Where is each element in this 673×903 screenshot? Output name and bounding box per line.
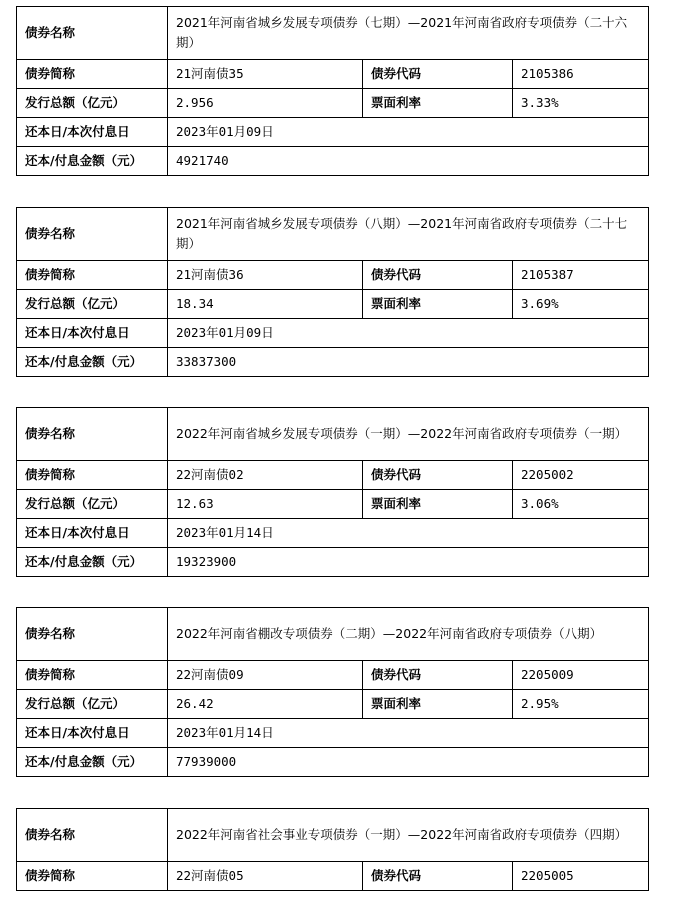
bond-payment-row [17, 748, 649, 777]
bond-short-value: 21河南债35 [168, 60, 363, 89]
bond-amount-row [17, 89, 649, 118]
bond-date-row [17, 319, 649, 348]
bond-payment-value: 4921740 [168, 147, 649, 176]
bond-name-row [17, 408, 649, 461]
bond-payment-value: 77939000 [168, 748, 649, 777]
bond-amount-row [17, 490, 649, 519]
bond-date-row [17, 719, 649, 748]
bond-code-value: 2205002 [513, 461, 649, 490]
bond-short-value: 21河南债36 [168, 261, 363, 290]
bond-name-value: 2021年河南省城乡发展专项债券（八期）—2021年河南省政府专项债券（二十七期） [168, 208, 649, 261]
bond-payment-value: 19323900 [168, 548, 649, 577]
bond-table-1 [16, 6, 649, 176]
bond-rate-value: 3.69% [513, 290, 649, 319]
bond-short-label: 债券简称 [17, 661, 168, 690]
bond-rate-label: 票面利率 [363, 89, 513, 118]
bond-short-label: 债券简称 [17, 461, 168, 490]
bond-table-2 [16, 207, 649, 377]
bond-date-value: 2023年01月14日 [168, 719, 649, 748]
bond-name-row [17, 809, 649, 862]
bond-name-label: 债券名称 [17, 809, 168, 862]
bond-table-5 [16, 808, 649, 891]
bond-amount-value: 26.42 [168, 690, 363, 719]
bond-short-row [17, 60, 649, 89]
bond-short-label: 债券简称 [17, 261, 168, 290]
bond-payment-row [17, 548, 649, 577]
bond-amount-label: 发行总额（亿元） [17, 690, 168, 719]
bond-name-label: 债券名称 [17, 7, 168, 60]
bond-payment-label: 还本/付息金额（元） [17, 548, 168, 577]
bond-code-value: 2205009 [513, 661, 649, 690]
bond-amount-label: 发行总额（亿元） [17, 490, 168, 519]
bond-short-label: 债券简称 [17, 862, 168, 891]
bond-amount-label: 发行总额（亿元） [17, 290, 168, 319]
bond-name-value: 2022年河南省社会事业专项债券（一期）—2022年河南省政府专项债券（四期） [168, 809, 649, 862]
bond-amount-value: 12.63 [168, 490, 363, 519]
bond-date-label: 还本日/本次付息日 [17, 118, 168, 147]
bond-name-value: 2022年河南省棚改专项债券（二期）—2022年河南省政府专项债券（八期） [168, 608, 649, 661]
bond-amount-value: 2.956 [168, 89, 363, 118]
bond-rate-value: 3.33% [513, 89, 649, 118]
bond-amount-label: 发行总额（亿元） [17, 89, 168, 118]
bond-short-value: 22河南债02 [168, 461, 363, 490]
bond-code-label: 债券代码 [363, 661, 513, 690]
bond-payment-row [17, 147, 649, 176]
bond-name-value: 2022年河南省城乡发展专项债券（一期）—2022年河南省政府专项债券（一期） [168, 408, 649, 461]
bond-payment-value: 33837300 [168, 348, 649, 377]
bond-code-value: 2105386 [513, 60, 649, 89]
bond-payment-row [17, 348, 649, 377]
bond-short-value: 22河南债05 [168, 862, 363, 891]
bond-date-value: 2023年01月09日 [168, 118, 649, 147]
bond-name-row [17, 7, 649, 60]
bond-rate-value: 2.95% [513, 690, 649, 719]
bond-short-row [17, 862, 649, 891]
bond-name-label: 债券名称 [17, 208, 168, 261]
bond-rate-value: 3.06% [513, 490, 649, 519]
bond-date-row [17, 519, 649, 548]
bond-short-value: 22河南债09 [168, 661, 363, 690]
bond-payment-label: 还本/付息金额（元） [17, 748, 168, 777]
bond-date-value: 2023年01月09日 [168, 319, 649, 348]
bond-table-4 [16, 607, 649, 777]
bond-date-label: 还本日/本次付息日 [17, 519, 168, 548]
bond-name-label: 债券名称 [17, 608, 168, 661]
bond-date-label: 还本日/本次付息日 [17, 319, 168, 348]
bond-table-3 [16, 407, 649, 577]
bond-name-row [17, 608, 649, 661]
bond-rate-label: 票面利率 [363, 290, 513, 319]
bond-code-label: 债券代码 [363, 60, 513, 89]
bond-short-label: 债券简称 [17, 60, 168, 89]
bond-short-row [17, 461, 649, 490]
bond-amount-row [17, 690, 649, 719]
bond-rate-label: 票面利率 [363, 490, 513, 519]
bond-short-row [17, 661, 649, 690]
bond-name-value: 2021年河南省城乡发展专项债券（七期）—2021年河南省政府专项债券（二十六期） [168, 7, 649, 60]
bond-code-value: 2105387 [513, 261, 649, 290]
bond-code-label: 债券代码 [363, 461, 513, 490]
bond-code-label: 债券代码 [363, 862, 513, 891]
bond-amount-value: 18.34 [168, 290, 363, 319]
bond-payment-label: 还本/付息金额（元） [17, 147, 168, 176]
bond-rate-label: 票面利率 [363, 690, 513, 719]
bond-payment-label: 还本/付息金额（元） [17, 348, 168, 377]
bond-date-row [17, 118, 649, 147]
bond-date-label: 还本日/本次付息日 [17, 719, 168, 748]
bond-name-label: 债券名称 [17, 408, 168, 461]
bond-short-row [17, 261, 649, 290]
bond-amount-row [17, 290, 649, 319]
bond-code-value: 2205005 [513, 862, 649, 891]
bond-date-value: 2023年01月14日 [168, 519, 649, 548]
bond-name-row [17, 208, 649, 261]
bond-code-label: 债券代码 [363, 261, 513, 290]
